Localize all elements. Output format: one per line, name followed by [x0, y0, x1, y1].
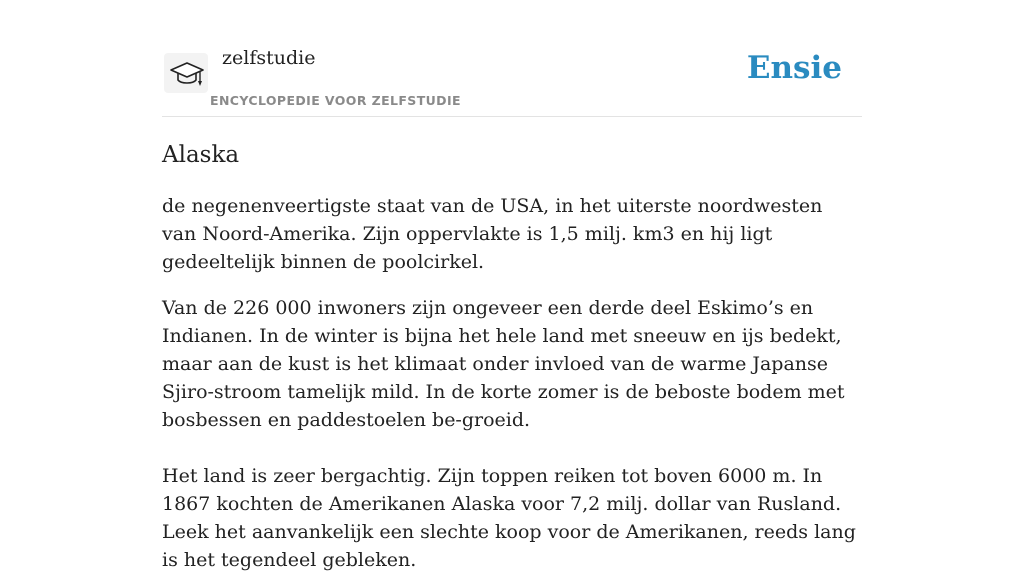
- article: [162, 140, 862, 574]
- article-paragraph: Van de 226 000 inwoners zijn ongeveer een derde deel Eskimo’s en Indianen. In de winter is bijna het hele land met sneeuw en ijs bedekt, maar aan de kust is het klimaat onder invloed van de warme Japanse Sjiro-stroom tamelijk mild. In de korte zomer is de beboste bodem met bosbessen en paddestoelen be-groeid.: [162, 297, 845, 431]
- site-header: [162, 40, 862, 117]
- article-title: Alaska: [162, 142, 240, 168]
- graduation-cap-icon: [169, 59, 205, 89]
- article-paragraph: Het land is zeer bergachtig. Zijn toppen reiken tot boven 6000 m. In 1867 kochten de Amerikanen Alaska voor 7,2 milj. dollar van Rusland. Leek het aanvankelijk een slechte koop voor de Amerikanen, reeds lang is het tegendeel gebleken.: [162, 465, 856, 571]
- site-tagline: ENCYCLOPEDIE VOOR ZELFSTUDIE: [210, 93, 461, 108]
- site-name[interactable]: zelfstudie: [222, 47, 316, 69]
- brand-logo-link[interactable]: Ensie: [746, 50, 842, 86]
- article-paragraph: de negenenveertigste staat van de USA, in het uiterste noordwesten van Noord-Amerika. Zijn oppervlakte is 1,5 milj. km3 en hij ligt gedeeltelijk binnen de poolcirkel.: [162, 195, 823, 273]
- site-logo[interactable]: [164, 53, 208, 93]
